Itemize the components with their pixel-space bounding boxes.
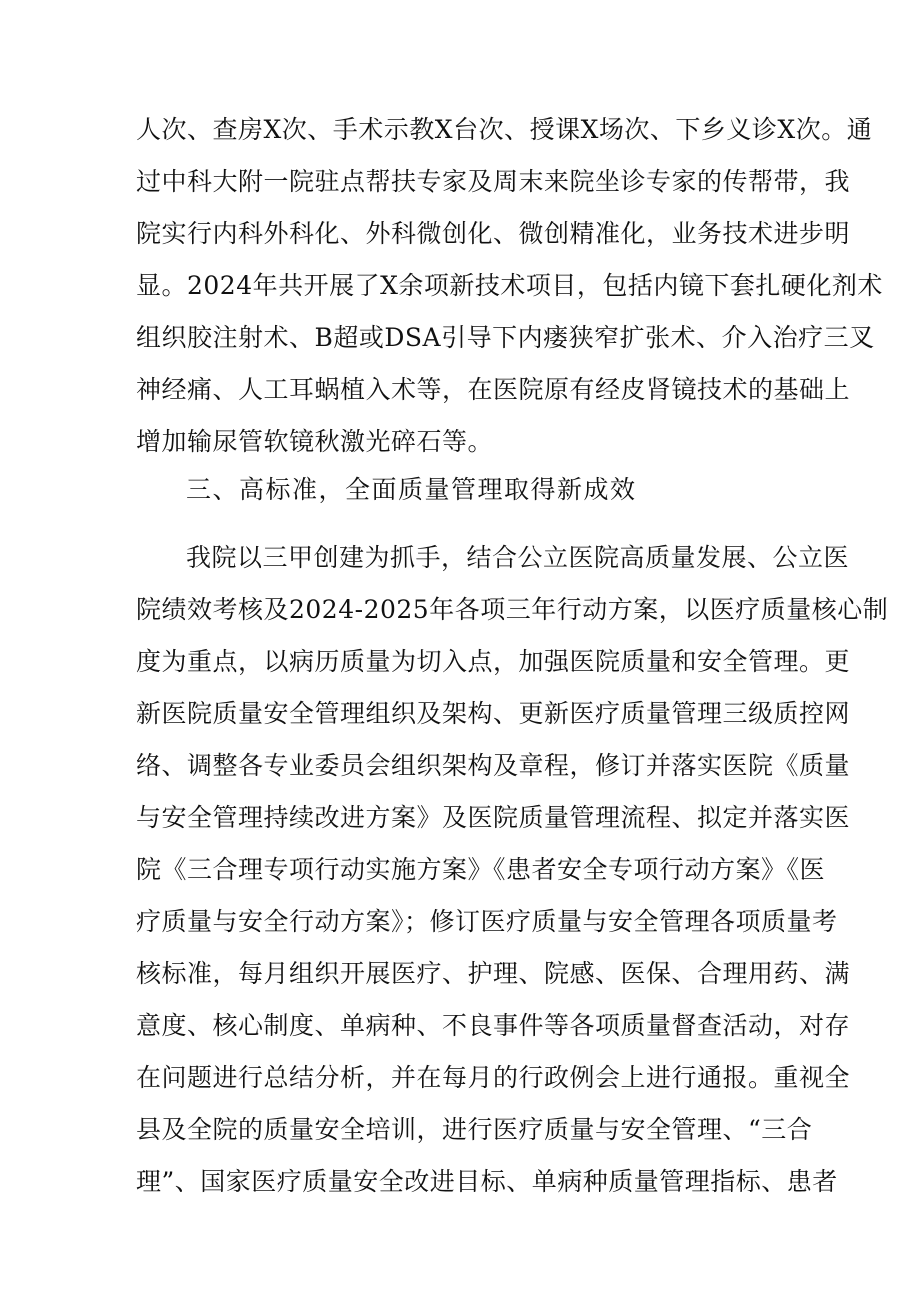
section-3-heading: 三、高标准，全面质量管理取得新成效 [186, 475, 637, 504]
paragraph-1-line-3: 院实行内科外科化、外科微创化、微创精准化，业务技术进步明 [136, 219, 851, 248]
section-3-line-8: 疗质量与安全行动方案》；修订医疗质量与安全管理各项质量考 [136, 907, 838, 936]
section-3-line-3: 度为重点，以病历质量为切入点，加强医院质量和安全管理。更 [136, 647, 851, 676]
paragraph-1-line-4: 显。2024年共开展了X余项新技术项目，包括内镜下套扎硬化剂术 [136, 271, 883, 300]
section-3-line-9: 核标准，每月组织开展医疗、护理、院感、医保、合理用药、满 [136, 959, 851, 988]
section-3-line-2: 院绩效考核及2024-2025年各项三年行动方案，以医疗质量核心制 [136, 595, 889, 624]
section-3-line-12: 县及全院的质量安全培训，进行医疗质量与安全管理、“三合 [136, 1115, 813, 1144]
section-3-line-11: 在问题进行总结分析，并在每月的行政例会上进行通报。重视全 [136, 1063, 851, 1092]
section-3-line-13: 理”、国家医疗质量安全改进目标、单病种质量管理指标、患者 [136, 1167, 838, 1196]
section-3-line-5: 络、调整各专业委员会组织架构及章程，修订并落实医院《质量 [136, 751, 851, 780]
paragraph-1-line-1: 人次、查房X次、手术示教X台次、授课X场次、下乡义诊X次。通 [136, 115, 873, 144]
section-3-line-10: 意度、核心制度、单病种、不良事件等各项质量督查活动，对存 [136, 1011, 851, 1040]
paragraph-1-line-6: 神经痛、人工耳蜗植入术等，在医院原有经皮肾镜技术的基础上 [136, 375, 851, 404]
paragraph-1-line-7: 增加输尿管软镜秋激光碎石等。 [136, 427, 494, 456]
paragraph-1-line-5: 组织胶注射术、B超或DSA引导下内瘘狭窄扩张术、介入治疗三叉 [136, 323, 875, 352]
section-3-line-7: 院《三合理专项行动实施方案》《患者安全专项行动方案》《医 [136, 855, 826, 884]
section-3-line-4: 新医院质量安全管理组织及架构、更新医疗质量管理三级质控网 [136, 699, 851, 728]
section-3-line-6: 与安全管理持续改进方案》及医院质量管理流程、拟定并落实医 [136, 803, 851, 832]
section-3-line-1: 我院以三甲创建为抓手，结合公立医院高质量发展、公立医 [186, 543, 850, 572]
paragraph-1-line-2: 过中科大附一院驻点帮扶专家及周末来院坐诊专家的传帮带，我 [136, 167, 851, 196]
